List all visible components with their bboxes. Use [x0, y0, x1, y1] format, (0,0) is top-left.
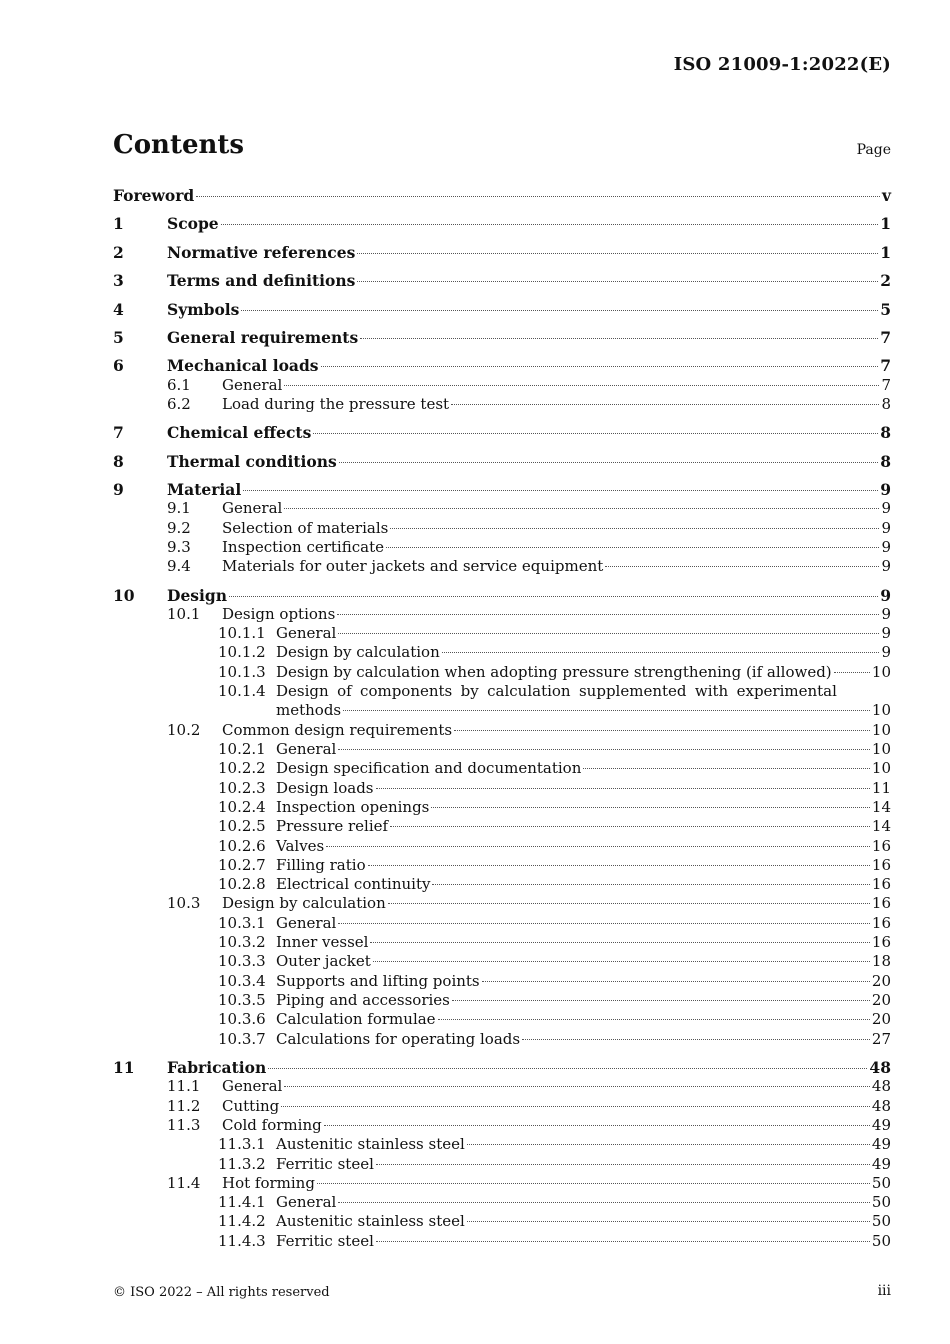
dot-leader	[284, 508, 879, 509]
toc-entry-page: 20	[871, 972, 891, 990]
toc-entry-title: Austenitic stainless steel	[276, 1212, 465, 1230]
toc-entry-title-word: Design	[276, 682, 329, 700]
toc-entry-title: Mechanical loads	[167, 356, 319, 375]
toc-entry-number: 10.3.5	[218, 991, 266, 1009]
toc-entry-title-word: with	[694, 682, 729, 700]
toc-entry-link[interactable]	[276, 1232, 891, 1251]
toc-entry-page: 7	[880, 356, 891, 375]
toc-entry-link[interactable]	[222, 519, 891, 538]
toc-entry-link[interactable]	[276, 933, 891, 952]
dot-leader	[605, 566, 879, 567]
toc-entry-title: Electrical continuity	[276, 875, 431, 893]
toc-entry-number: 9.3	[167, 538, 191, 556]
toc-entry-title: Materials for outer jackets and service equipment	[222, 557, 604, 575]
toc-entry-link[interactable]	[167, 328, 891, 347]
toc-entry-page: 48	[871, 1097, 891, 1115]
toc-entry-page: 9	[881, 557, 891, 575]
toc-entry-title: Terms and definitions	[167, 271, 356, 290]
toc-entry-title: General requirements	[167, 328, 359, 347]
toc-entry-title: General	[222, 1077, 283, 1095]
toc-entry-title: Inspection certificate	[222, 538, 384, 556]
toc-entry-number: 6.2	[167, 395, 191, 413]
toc-entry-number: 3	[113, 271, 124, 290]
toc-entry-link[interactable]	[276, 663, 891, 682]
toc-entry-number: 11	[113, 1058, 135, 1077]
dot-leader	[368, 865, 870, 866]
dot-leader	[376, 1241, 870, 1242]
toc-entry-title: General	[276, 624, 337, 642]
dot-leader	[376, 788, 870, 789]
toc-entry-number: 9.4	[167, 557, 191, 575]
toc-entry-title: General	[276, 914, 337, 932]
toc-entry-link[interactable]	[276, 624, 891, 643]
toc-entry-link[interactable]	[276, 1193, 891, 1212]
dot-leader	[442, 652, 880, 653]
page-number: iii	[877, 1283, 891, 1299]
dot-leader	[834, 672, 870, 673]
dot-leader	[467, 1144, 870, 1145]
toc-entry-number: 10.1	[167, 605, 201, 623]
toc-entry-number: 11.4.2	[218, 1212, 266, 1230]
toc-entry-link[interactable]	[167, 1058, 891, 1077]
dot-leader	[360, 338, 878, 339]
toc-entry-title: Chemical effects	[167, 423, 312, 442]
toc-entry-number: 10.2.3	[218, 779, 266, 797]
dot-leader	[339, 462, 878, 463]
toc-entry-number: 7	[113, 423, 124, 442]
toc-entry-page: 1	[880, 243, 891, 262]
dot-leader	[317, 1183, 870, 1184]
toc-entry-number: 10.3.6	[218, 1010, 266, 1028]
toc-entry-link[interactable]	[276, 817, 891, 836]
toc-entry-number: 9.2	[167, 519, 191, 537]
toc-entry-link[interactable]	[276, 1212, 891, 1231]
toc-entry-page: 50	[871, 1174, 891, 1192]
toc-entry-page: 10	[871, 740, 891, 758]
dot-leader	[284, 385, 879, 386]
toc-entry-title-word: of	[337, 682, 352, 700]
dot-leader	[438, 1019, 870, 1020]
toc-entry-title: Normative references	[167, 243, 356, 262]
dot-leader	[357, 281, 878, 282]
toc-entry-link[interactable]	[113, 186, 891, 205]
dot-leader	[373, 961, 870, 962]
toc-entry-number: 10.2.7	[218, 856, 266, 874]
toc-entry-page: 9	[880, 586, 891, 605]
toc-entry-number: 10.3.7	[218, 1030, 266, 1048]
toc-entry-page: 18	[871, 952, 891, 970]
toc-entry-page: 48	[869, 1058, 891, 1077]
toc-entry-title: Pressure relief	[276, 817, 389, 835]
toc-entry-number: 10.1.3	[218, 663, 266, 681]
toc-entry-title: Design by calculation	[276, 643, 440, 661]
toc-entry-link[interactable]	[276, 682, 837, 701]
dot-leader	[337, 614, 879, 615]
dot-leader	[431, 807, 870, 808]
toc-entry-title: Cold forming	[222, 1116, 322, 1134]
toc-entry-title: Common design requirements	[222, 721, 453, 739]
toc-entry-title: Filling ratio	[276, 856, 366, 874]
dot-leader	[241, 310, 878, 311]
toc-entry-page: 8	[880, 423, 891, 442]
toc-entry-link[interactable]	[276, 952, 891, 971]
toc-entry-title: Material	[167, 480, 242, 499]
dot-leader	[390, 528, 879, 529]
toc-entry-title-word: components	[360, 682, 453, 700]
toc-entry-title: Calculation formulae	[276, 1010, 436, 1028]
toc-entry-link[interactable]	[276, 875, 891, 894]
toc-entry-page: 8	[881, 395, 891, 413]
toc-entry-title: Outer jacket	[276, 952, 371, 970]
dot-leader	[221, 224, 879, 225]
toc-entry-title: Inner vessel	[276, 933, 369, 951]
toc-entry-number: 6	[113, 356, 124, 375]
toc-entry-number: 10.2	[167, 721, 201, 739]
dot-leader	[357, 253, 878, 254]
toc-entry-link[interactable]	[222, 557, 891, 576]
toc-entry-title: Design by calculation when adopting pressure strengthening (if allowed)	[276, 663, 832, 681]
toc-entry-title-word: calculation	[487, 682, 571, 700]
dot-leader	[229, 596, 878, 597]
toc-entry-title-word: by	[460, 682, 479, 700]
dot-leader	[522, 1039, 870, 1040]
toc-entry-page: 16	[871, 875, 891, 893]
toc-entry-number: 11.4.1	[218, 1193, 266, 1211]
toc-entry-page: 8	[880, 452, 891, 471]
toc-entry-link[interactable]	[167, 356, 891, 375]
toc-entry-title: Symbols	[167, 300, 240, 319]
dot-leader	[338, 923, 870, 924]
toc-entry-link[interactable]	[222, 1116, 891, 1135]
toc-entry-number: 11.3.2	[218, 1155, 266, 1173]
toc-entry-title: Valves	[276, 837, 325, 855]
toc-entry-number: 10.3.3	[218, 952, 266, 970]
toc-entry-page: 10	[871, 721, 891, 739]
toc-entry-page: 14	[871, 817, 891, 835]
toc-entry-number: 9	[113, 480, 124, 499]
toc-entry-page: 7	[881, 376, 891, 394]
toc-entry-number: 11.3.1	[218, 1135, 266, 1153]
toc-entry-link[interactable]	[222, 721, 891, 740]
toc-entry-page: 5	[880, 300, 891, 319]
toc-entry-page: 50	[871, 1193, 891, 1211]
toc-entry-page: 2	[880, 271, 891, 290]
dot-leader	[196, 196, 880, 197]
dot-leader	[482, 981, 870, 982]
toc-entry-title: Design loads	[276, 779, 374, 797]
toc-entry-page: 9	[881, 538, 891, 556]
dot-leader	[284, 1086, 870, 1087]
toc-entry-link[interactable]	[222, 395, 891, 414]
toc-entry-number: 10.2.1	[218, 740, 266, 758]
toc-entry-title: Hot forming	[222, 1174, 315, 1192]
toc-entry-page: 49	[871, 1116, 891, 1134]
toc-entry-title-word: supplemented	[578, 682, 687, 700]
dot-leader	[467, 1221, 870, 1222]
toc-entry-link[interactable]	[276, 1010, 891, 1029]
toc-entry-number: 10.3	[167, 894, 201, 912]
dot-leader	[313, 433, 878, 434]
toc-entry-link[interactable]	[276, 798, 891, 817]
toc-entry-page: 49	[871, 1155, 891, 1173]
toc-entry-link[interactable]	[276, 1030, 891, 1049]
toc-entry-number: 10.3.2	[218, 933, 266, 951]
toc-entry-number: 1	[113, 214, 124, 233]
dot-leader	[343, 710, 870, 711]
toc-entry-page: 9	[881, 605, 891, 623]
toc-entry-link[interactable]	[167, 452, 891, 471]
toc-entry-page: 9	[881, 519, 891, 537]
toc-entry-link-continued[interactable]	[276, 701, 891, 720]
toc-entry-page: 27	[871, 1030, 891, 1048]
toc-entry-page: 16	[871, 894, 891, 912]
dot-leader	[338, 749, 870, 750]
toc-entry-link[interactable]	[276, 856, 891, 875]
toc-entry-title: General	[222, 376, 283, 394]
toc-entry-number: 9.1	[167, 499, 191, 517]
toc-entry-link[interactable]	[222, 605, 891, 624]
toc-entry-title: Ferritic steel	[276, 1155, 374, 1173]
toc-entry-link[interactable]	[276, 1155, 891, 1174]
dot-leader	[268, 1068, 867, 1069]
toc-entry-number: 10.1.1	[218, 624, 266, 642]
toc-entry-page: 9	[881, 643, 891, 661]
toc-entry-page: 11	[871, 779, 891, 797]
toc-entry-title: Design by calculation	[222, 894, 386, 912]
dot-leader	[326, 846, 870, 847]
dot-leader	[386, 547, 879, 548]
toc-entry-page: 16	[871, 837, 891, 855]
toc-entry-page: 10	[871, 663, 891, 681]
toc-entry-number: 11.1	[167, 1077, 201, 1095]
toc-entry-page: 20	[871, 991, 891, 1009]
toc-entry-number: 10	[113, 586, 135, 605]
toc-entry-link[interactable]	[167, 423, 891, 442]
toc-entry-link[interactable]	[276, 972, 891, 991]
toc-entry-page: 9	[880, 480, 891, 499]
dot-leader	[451, 404, 879, 405]
dot-leader	[376, 1164, 870, 1165]
toc-entry-link[interactable]	[167, 300, 891, 319]
toc-entry-link[interactable]	[222, 376, 891, 395]
copyright-notice: © ISO 2022 – All rights reserved	[113, 1285, 330, 1300]
toc-entry-number: 10.1.4	[218, 682, 266, 700]
dot-leader	[324, 1125, 870, 1126]
toc-entry-title: Supports and lifting points	[276, 972, 480, 990]
toc-entry-title: methods	[276, 701, 342, 719]
toc-entry-page: 49	[871, 1135, 891, 1153]
toc-entry-number: 6.1	[167, 376, 191, 394]
toc-entry-link[interactable]	[276, 1135, 891, 1154]
toc-entry-number: 10.2.8	[218, 875, 266, 893]
toc-entry-link[interactable]	[276, 837, 891, 856]
toc-entry-page: 9	[881, 499, 891, 517]
toc-entry-title: Foreword	[113, 186, 195, 205]
toc-entry-page: 50	[871, 1212, 891, 1230]
toc-entry-title: Design	[167, 586, 228, 605]
toc-entry-page: 16	[871, 856, 891, 874]
dot-leader	[321, 366, 879, 367]
page-title: Contents	[113, 130, 245, 160]
dot-leader	[243, 490, 878, 491]
toc-entry-page: 14	[871, 798, 891, 816]
toc-entry-link[interactable]	[167, 480, 891, 499]
dot-leader	[390, 826, 870, 827]
document-id: ISO 21009-1:2022(E)	[673, 54, 891, 75]
dot-leader	[338, 1202, 870, 1203]
toc-entry-title: Selection of materials	[222, 519, 389, 537]
toc-entry-page: v	[881, 186, 891, 205]
toc-entry-number: 10.1.2	[218, 643, 266, 661]
toc-entry-link[interactable]	[167, 214, 891, 233]
toc-entry-number: 10.2.6	[218, 837, 266, 855]
toc-entry-page: 10	[871, 759, 891, 777]
toc-entry-title: Design options	[222, 605, 336, 623]
toc-entry-link[interactable]	[167, 271, 891, 290]
toc-entry-number: 10.3.1	[218, 914, 266, 932]
toc-entry-number: 5	[113, 328, 124, 347]
toc-entry-title: Design specification and documentation	[276, 759, 582, 777]
toc-entry-number: 11.4.3	[218, 1232, 266, 1250]
toc-entry-title: General	[222, 499, 283, 517]
toc-entry-link[interactable]	[276, 643, 891, 662]
toc-entry-number: 10.2.5	[218, 817, 266, 835]
toc-entry-page: 16	[871, 914, 891, 932]
toc-entry-number: 10.2.4	[218, 798, 266, 816]
toc-entry-title: Load during the pressure test	[222, 395, 450, 413]
dot-leader	[583, 768, 870, 769]
toc-entry-title: Thermal conditions	[167, 452, 337, 471]
dot-leader	[432, 884, 869, 885]
toc-entry-link[interactable]	[222, 538, 891, 557]
dot-leader	[452, 1000, 870, 1001]
toc-entry-link[interactable]	[222, 1174, 891, 1193]
toc-entry-page: 48	[871, 1077, 891, 1095]
toc-entry-title: Austenitic stainless steel	[276, 1135, 465, 1153]
toc-entry-link[interactable]	[276, 991, 891, 1010]
toc-entry-link[interactable]	[222, 894, 891, 913]
dot-leader	[454, 730, 870, 731]
toc-entry-page: 7	[880, 328, 891, 347]
toc-entry-title: General	[276, 740, 337, 758]
dot-leader	[388, 903, 870, 904]
toc-entry-number: 11.3	[167, 1116, 201, 1134]
toc-entry-title: Piping and accessories	[276, 991, 450, 1009]
toc-entry-number: 2	[113, 243, 124, 262]
toc-entry-title: Scope	[167, 214, 219, 233]
toc-entry-link[interactable]	[222, 1077, 891, 1096]
toc-entry-page: 9	[881, 624, 891, 642]
toc-entry-number: 11.4	[167, 1174, 201, 1192]
toc-entry-page: 50	[871, 1232, 891, 1250]
dot-leader	[338, 633, 879, 634]
toc-entry-number: 4	[113, 300, 124, 319]
page-column-label: Page	[856, 142, 891, 158]
toc-entry-number: 8	[113, 452, 124, 471]
toc-entry-link[interactable]	[167, 243, 891, 262]
toc-entry-link[interactable]	[276, 740, 891, 759]
toc-entry-page: 16	[871, 933, 891, 951]
toc-entry-link[interactable]	[276, 779, 891, 798]
toc-entry-link[interactable]	[276, 914, 891, 933]
dot-leader	[370, 942, 869, 943]
toc-entry-title: Inspection openings	[276, 798, 430, 816]
toc-entry-number: 11.2	[167, 1097, 201, 1115]
toc-entry-link[interactable]	[167, 586, 891, 605]
toc-entry-page: 10	[871, 701, 891, 719]
toc-entry-title-word: experimental	[736, 682, 837, 700]
toc-entry-number: 10.2.2	[218, 759, 266, 777]
toc-entry-link[interactable]	[276, 759, 891, 778]
toc-entry-title: General	[276, 1193, 337, 1211]
toc-entry-title: Calculations for operating loads	[276, 1030, 521, 1048]
toc-entry-page: 1	[880, 214, 891, 233]
toc-entry-title: Ferritic steel	[276, 1232, 374, 1250]
toc-entry-title: Cutting	[222, 1097, 280, 1115]
toc-entry-number: 10.3.4	[218, 972, 266, 990]
toc-entry-page: 20	[871, 1010, 891, 1028]
toc-entry-title: Fabrication	[167, 1058, 267, 1077]
dot-leader	[281, 1106, 870, 1107]
toc-entry-link[interactable]	[222, 1097, 891, 1116]
toc-entry-link[interactable]	[222, 499, 891, 518]
